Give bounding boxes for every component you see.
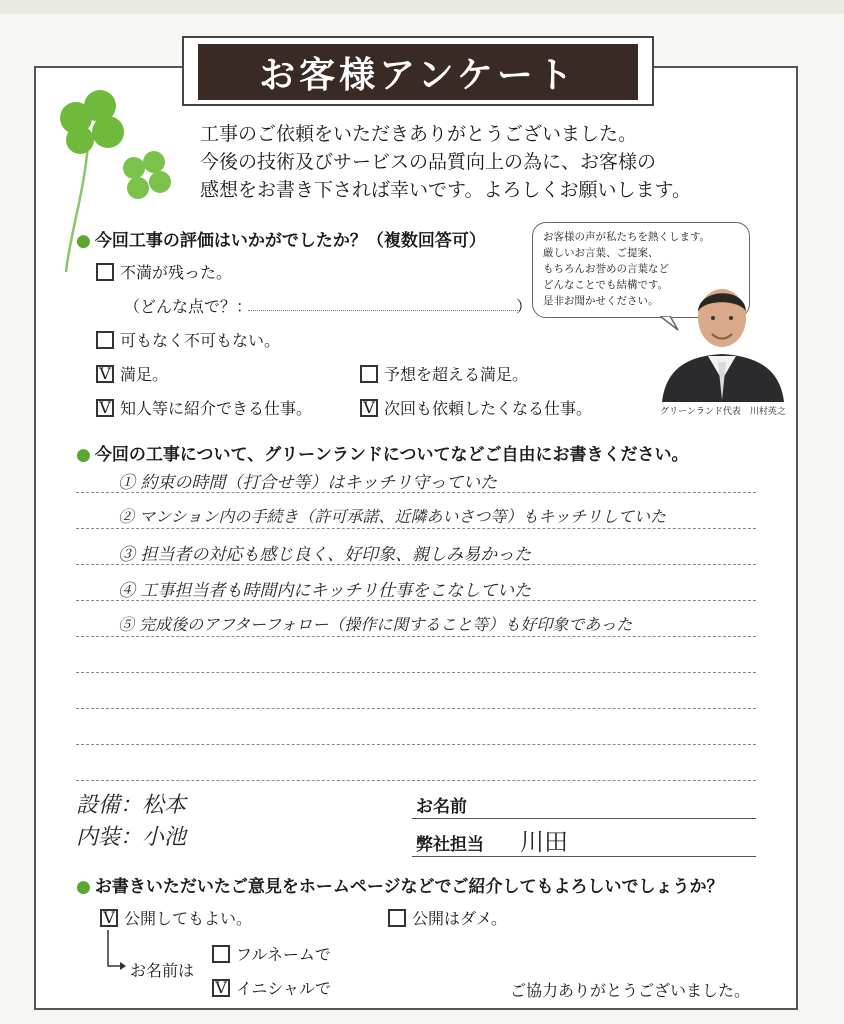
option-publish-ng[interactable]: 公開はダメ。 <box>388 906 507 929</box>
option-satisfied[interactable]: V 満足。 <box>96 362 168 385</box>
question-1-heading: ● 今回工事の評価はいかがでしたか？（複数回答可） <box>76 231 486 251</box>
checkbox[interactable] <box>212 945 230 963</box>
page-title: お客様アンケート <box>198 44 638 100</box>
check-icon: V <box>99 363 111 383</box>
representative-caption: グリーンランド代表 川村英之 <box>660 407 786 417</box>
answer-line <box>76 744 756 745</box>
representative-photo <box>658 272 788 402</box>
option-unsatisfied[interactable]: 不満が残った。 <box>96 260 232 283</box>
checkbox[interactable] <box>360 365 378 383</box>
detail-label: （どんな点で？： <box>124 297 253 316</box>
option-fullname[interactable]: フルネームで <box>212 942 331 965</box>
handwritten-answer: ① 約束の時間（打合せ等）はキッチリ守っていた <box>118 473 498 493</box>
checkbox-checked[interactable] <box>360 399 378 417</box>
checkbox[interactable] <box>96 263 114 281</box>
check-icon: V <box>99 397 111 417</box>
option-beyond-expectations[interactable]: 予想を超える満足。 <box>360 362 528 385</box>
bullet-icon: ● <box>76 231 91 251</box>
check-icon: V <box>363 397 375 417</box>
staff-value: 川田 <box>520 828 568 856</box>
bullet-icon: ● <box>76 445 91 465</box>
name-is-label: お名前は <box>130 961 195 980</box>
staff-interior: 内装：小池 <box>76 825 187 850</box>
bullet-icon: ● <box>76 877 91 897</box>
scan-edge <box>0 0 844 14</box>
option-publish-ok[interactable]: V 公開してもよい。 <box>100 906 252 929</box>
staff-field[interactable] <box>412 856 756 857</box>
handwritten-answer: ⑤ 完成後のアフターフォロー（操作に関すること等）も好印象であった <box>118 615 633 634</box>
handwritten-answer: ③ 担当者の対応も感じ良く、好印象、親しみ易かった <box>118 545 532 565</box>
arrow-icon <box>104 930 128 974</box>
clover-icon <box>116 148 176 208</box>
question-3-heading: ● お書きいただいたご意見をホームページなどでご紹介してもよろしいでしょうか？ <box>76 877 724 897</box>
detail-line <box>248 310 518 311</box>
answer-line <box>76 528 756 529</box>
check-icon: V <box>215 977 227 997</box>
detail-close: ） <box>516 297 533 316</box>
answer-line <box>76 636 756 637</box>
handwritten-answer: ④ 工事担当者も時間内にキッチリ仕事をこなしていた <box>118 581 532 601</box>
staff-label: 弊社担当 <box>416 835 484 855</box>
handwritten-answer: ② マンション内の手続き（許可承諾、近隣あいさつ等）もキッチリしていた <box>118 507 667 526</box>
answer-line <box>76 708 756 709</box>
answer-line <box>76 780 756 781</box>
answer-line <box>76 672 756 673</box>
option-initials[interactable]: V イニシャルで <box>212 976 331 999</box>
check-icon: V <box>103 907 115 927</box>
option-neutral[interactable]: 可もなく不可もない。 <box>96 328 280 351</box>
thanks-text: ご協力ありがとうございました。 <box>510 981 751 1000</box>
checkbox-checked[interactable] <box>100 909 118 927</box>
option-request-again[interactable]: V 次回も依頼したくなる仕事。 <box>360 396 592 419</box>
staff-equipment: 設備：松本 <box>76 793 187 818</box>
name-field[interactable] <box>412 818 756 819</box>
name-label: お名前 <box>416 797 467 817</box>
checkbox-checked[interactable] <box>96 399 114 417</box>
intro-text: 工事のご依頼をいただきありがとうございました。 今後の技術及びサービスの品質向上の為に、お客様の 感想をお書き下されば幸いです。よろしくお願いします。 <box>200 123 691 201</box>
checkbox[interactable] <box>388 909 406 927</box>
checkbox-checked[interactable] <box>212 979 230 997</box>
speech-bubble: お客様の声が私たちを熱くします。 厳しいお言葉、ご提案、 もちろんお誉めの言葉など どんなことでも結構です。 是非お聞かせください。 <box>532 222 750 318</box>
option-recommendable[interactable]: V 知人等に紹介できる仕事。 <box>96 396 312 419</box>
checkbox-checked[interactable] <box>96 365 114 383</box>
question-2-heading: ● 今回の工事について、グリーンランドについてなどご自由にお書きください。 <box>76 445 689 465</box>
checkbox[interactable] <box>96 331 114 349</box>
